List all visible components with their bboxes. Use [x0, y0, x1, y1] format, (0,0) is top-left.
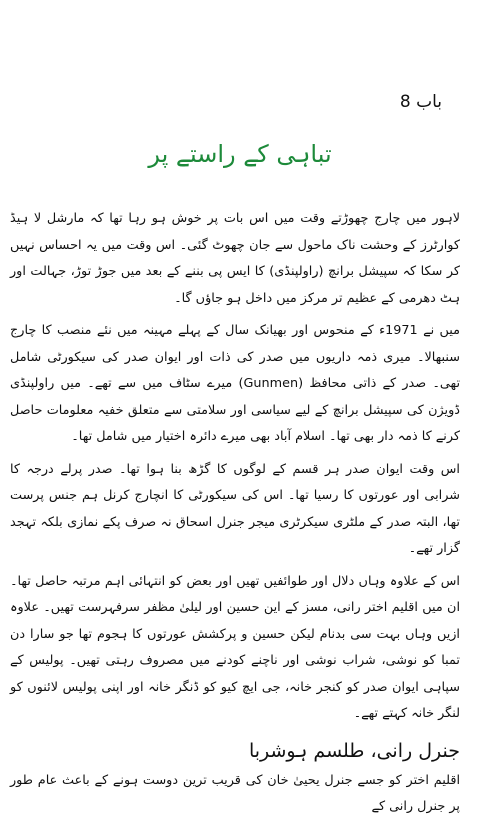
paragraph: لاہور میں چارج چھوڑتے وقت میں اس بات پر خوش ہو رہا تھا کہ مارشل لا ہیڈ کوارٹرز کے وحشت ناک ماحول سے جان چھوٹ گئی۔ اس وقت میں یہ احساس نہیں کر سکا کہ سپیشل برانچ (راولپنڈی) کا ایس پی بننے کے بعد میں جوڑ توڑ، جہالت اور ہٹ دھرمی کے عظیم تر مرکز میں داخل ہو جاؤں گا۔	[10, 211, 460, 306]
body-text	[10, 206, 460, 821]
paragraph: میں نے 1971ء کے منحوس اور بھیانک سال کے پہلے مہینہ میں نئے منصب کا چارج سنبھالا۔ میری ذمہ داریوں میں صدر کی ذات اور ایوان صدر کی سیکورٹی شامل تھی۔ صدر کے ذاتی محافظ (Gunmen) میرے سٹاف میں سے تھے۔ میں راولپنڈی ڈویژن کی سپیشل برانچ کے لیے سیاسی اور سلامتی سے متعلق خفیہ معلومات حاصل کرنے کا ذمہ دار بھی تھا۔ اسلام آباد بھی میرے دائرہ اختیار میں شامل تھا۔	[10, 323, 460, 444]
paragraph: اقلیم اختر کو جسے جنرل یحییٰ خان کی قریب ترین دوست ہونے کے باعث عام طور پر جنرل رانی کے	[10, 772, 460, 814]
section-heading: جنرل رانی، طلسم ہوشربا	[248, 739, 460, 762]
chapter-number: باب 8	[399, 92, 442, 112]
paragraph: اس وقت ایوان صدر ہر قسم کے لوگوں کا گڑھ بنا ہوا تھا۔ صدر پرلے درجہ کا شرابی اور عورتوں کا رسیا تھا۔ اس کی سیکورٹی کا انچارج کرنل ہم جنس پرست تھا، البتہ صدر کے ملٹری سیکرٹری میجر جنرل اسحاق نہ صرف پکے نمازی بلکہ تہجد گزار تھے۔	[10, 461, 460, 556]
chapter-title: تباہی کے راستے پر	[148, 140, 332, 168]
paragraph: اس کے علاوہ وہاں دلال اور طوائفیں تھیں اور بعض کو انتہائی اہم مرتبہ حاصل تھا۔ ان میں اقلیم اختر رانی، مسز کے این حسین اور لیلیٰ مظفر سرفہرست تھیں۔ علاوہ ازیں وہاں بہت سی بدنام لیکن حسین و پرکشش عورتوں کا ہجوم تھا جو سارا دن تمبا کو نوشی، شراب نوشی اور ناچنے کودنے میں مصروف رہتی تھیں۔ پولیس کے سپاہی ایوان صدر کو کنجر خانہ، جی ایچ کیو کو ڈنگر خانہ اور اپنی پولیس لائنوں کو لنگر خانہ کہتے تھے۔	[10, 573, 460, 721]
